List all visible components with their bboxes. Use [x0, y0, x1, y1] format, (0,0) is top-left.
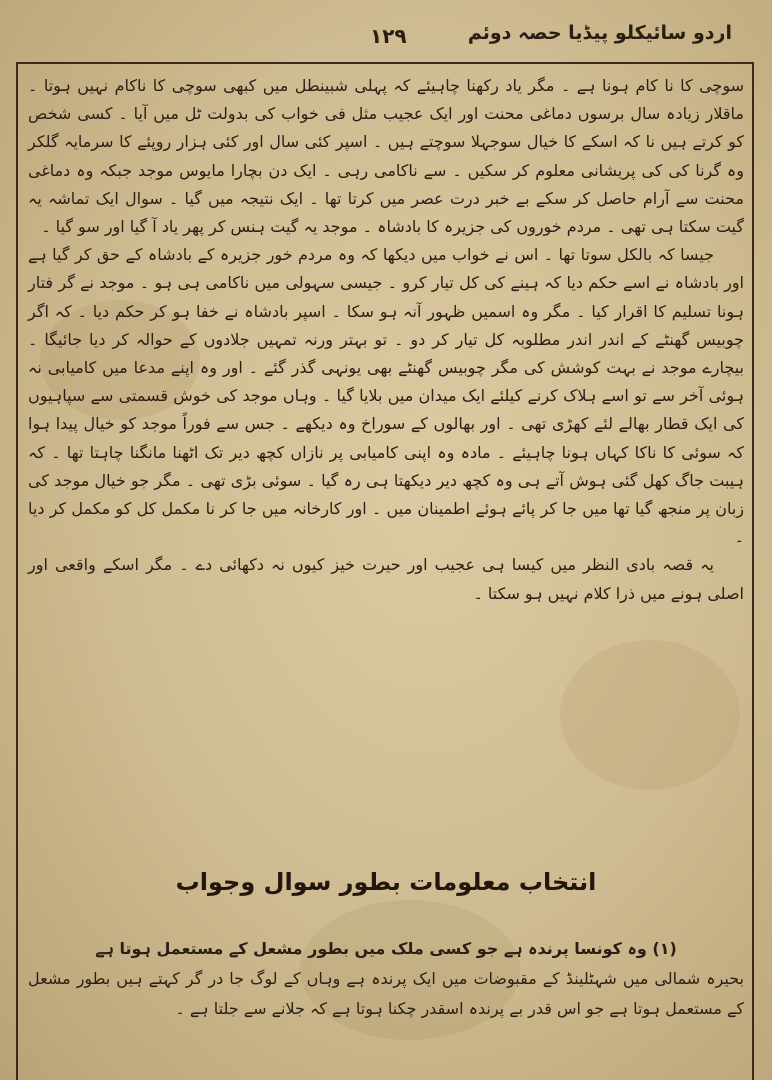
- paragraph: جیسا کہ بالکل سوتا تھا ۔ اس نے خواب میں دیکھا کہ وہ مردم خور جزیرہ کے بادشاہ کے حق کر گیا ہے اور بادشاہ نے اسے حکم دیا کہ ہینے کی کل تیار کرو ۔ جیسی سہولی میں ناکامی ہی ہو ۔ موجد نے گر فتار ہونا تسلیم کا اقرار کیا ۔ مگر وہ اسمیں ظہور آنہ ہو سکا ۔ اسپر بادشاہ نے خفا ہو کر حکم دیا ۔ کہ اگر چوبیس گھنٹے کے اندر اندر مطلوبہ کل تیار کر دو ۔ تو بہتر ورنہ تمہیں جلادوں کے حوالہ کر دیا جائیگا ۔ بیچارے موجد نے بہت کوشش کی مگر چوبیس گھنٹے بھی یونہی گذر گئے ۔ اور وہ اپنے مدعا میں کامیابی نہ ہوئی آخر سے تو اسے ہلاک کرنے کیلئے ایک میدان میں بلایا گیا ۔ وہاں موجد کی خوش قسمتی سے سپاہیوں کی ایک قطار بھالے لئے کھڑی تھی ۔ اور بھالوں کے سوراخ وہ دیکھے ۔ جس سے فوراً موجد کو خیال پیدا ہوا کہ سوئی کا ناکا کہاں ہونا چاہیئے ۔ مادہ وہ اپنی کامیابی پر نازاں کچھ دیر تک اٹھنا مانگنا چاہتا تھا ۔ کہ ہیبت جاگ کھل گئی ہوش آتے ہی وہ کچھ دیر دیکھتا ہی رہ گیا ۔ سوئی بڑی تھی ۔ مگر جو خیال موجد کی زبان پر منجھ گیا تھا میں جا کر پائے ہوئے اطمینان میں ۔ اور کارخانہ میں جا کر نا مکمل کل کو مکمل کر دیا ۔: [28, 245, 745, 547]
- section-heading: انتخاب معلومات بطور سوال وجواب: [175, 868, 597, 896]
- question-answer-block: [28, 934, 744, 1024]
- running-title: اردو سائیکلو پیڈیا حصہ دوئم: [467, 22, 732, 44]
- page-header: [0, 14, 772, 54]
- answer-text: بحیرہ شمالی میں شہٹلینڈ کے مقبوضات میں ایک پرندہ ہے وہاں کے لوگ جا در گر کہتے ہیں بطور مشعل کے مستعمل ہوتا ہے جو اس قدر بے پرندہ اسقدر چکنا ہوتا ہے کہ جلانے سے جلتا ہے ۔: [28, 969, 745, 1018]
- story-text: [28, 72, 744, 608]
- page-number: ۱۲۹: [370, 24, 407, 48]
- question-text: (۱) وہ کونسا پرندہ ہے جو کسی ملک میں بطور مشعل کے مستعمل ہوتا ہے: [95, 939, 677, 958]
- paragraph: یہ قصہ بادی النظر میں کیسا ہی عجیب اور حیرت خیز کیوں نہ دکھائی دے ۔ مگر اسکے واقعی اور اصلی ہونے میں ذرا کلام نہیں ہو سکتا ۔: [28, 555, 744, 603]
- paragraph: سوچی کا نا کام ہونا ہے ۔ مگر یاد رکھنا چاہیئے کہ پہلی شبینطل میں کبھی سوچی کا ناکام نہیں ہوتا ۔ ماقلار زیادہ سال برسوں دماغی محنت اور ایک عجیب مثل فی خواب کی بدولت ٹل میں آیا ۔ کسی شخص کو کرتے ہیں نا کہ اسکے کا خیال سوجہلا سوچتے ہیں ۔ اسپر کئی سال اور کئی ہزار روپئے کا سرمایہ گلکر وہ گرنا کی کی پریشانی معلوم کر سکیں ۔ سے ناکامی رہی ۔ ایک دن بچارا مایوس موجد جبکہ وہ دماغی محنت سے آرام حاصل کر سکے بے خبر درت عصر میں کرتا تھا ۔ ایک نتیجہ میں گیا ۔ سوال ایک تماشہ یہ گیت سکتا ہی تھی ۔ مردم خوروں کی جزیرہ کا بادشاہ ۔ موجد یہ گیت ہنس کر پھر یاد آ گیا اور سو گیا ۔: [28, 76, 744, 237]
